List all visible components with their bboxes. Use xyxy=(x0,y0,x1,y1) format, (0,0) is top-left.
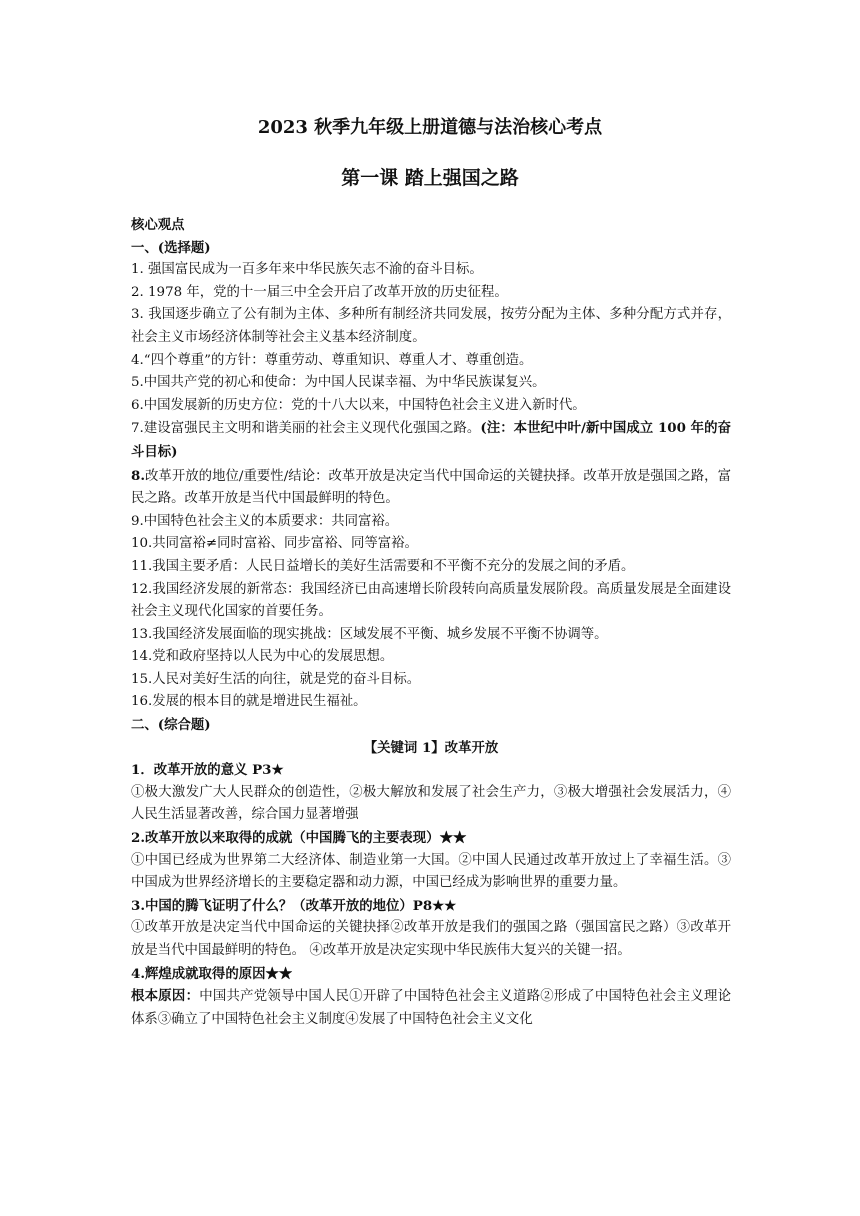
document-body xyxy=(131,214,731,1031)
list-item: 12.我国经济发展的新常态：我国经济已由高速增长阶段转向高质量发展阶段。高质量发展是全面建设社会主义现代化国家的首要任务。 xyxy=(131,581,731,620)
list-item: 15.人民对美好生活的向往，就是党的奋斗目标。 xyxy=(131,671,421,687)
list-item: 6.中国发展新的历史方位：党的十八大以来，中国特色社会主义进入新时代。 xyxy=(131,397,586,413)
list-item: 13.我国经济发展面临的现实挑战：区域发展不平衡、城乡发展不平衡不协调等。 xyxy=(131,626,608,642)
list-item: 16.发展的根本目的就是增进民生福祉。 xyxy=(131,694,367,710)
question-4-label: 根本原因： xyxy=(131,988,200,1005)
list-item-8-number: 8. xyxy=(131,467,145,484)
section-choice-heading: 一、(选择题) xyxy=(131,239,211,256)
question-1-body: ①极大激发广大人民群众的创造性，②极大解放和发展了社会生产力，③极大增强社会发展活力，④人民生活显著改善，综合国力显著增强 xyxy=(131,784,731,823)
list-item-8 xyxy=(131,465,731,511)
keyword-heading: 【关键词 1】改革开放 xyxy=(363,739,499,756)
list-item-8-text: 改革开放的地位/重要性/结论：改革开放是决定当代中国命运的关键抉择。改革开放是强国之路，富民之路。改革开放是当代中国最鲜明的特色。 xyxy=(131,468,731,507)
list-item: 4.“四个尊重”的方针：尊重劳动、尊重知识、尊重人才、尊重创造。 xyxy=(131,352,533,368)
list-item: 11.我国主要矛盾：人民日益增长的美好生活需要和不平衡不充分的发展之间的矛盾。 xyxy=(131,558,635,574)
core-heading: 核心观点 xyxy=(131,217,185,233)
question-3-body: ①改革开放是决定当代中国命运的关键抉择②改革开放是我们的强国之路（强国富民之路）③改革开放是当代中国最鲜明的特色。 ④改革开放是决定实现中华民族伟大复兴的关键一招。 xyxy=(131,920,731,958)
lesson-title: 第一课 踏上强国之路 xyxy=(341,167,519,189)
list-item-7 xyxy=(131,417,731,464)
section-comprehensive-heading: 二、(综合题) xyxy=(131,717,211,734)
list-item-7-text: 7.建设富强民主文明和谐美丽的社会主义现代化强国之路。 xyxy=(131,421,481,437)
list-item: 3. 我国逐步确立了公有制为主体、多种所有制经济共同发展，按劳分配为主体、多种分配方式并存，社会主义市场经济体制等社会主义基本经济制度。 xyxy=(131,307,731,345)
list-item: 9.中国特色社会主义的本质要求：共同富裕。 xyxy=(131,513,399,529)
list-item: 14.党和政府坚持以人民为中心的发展思想。 xyxy=(131,649,394,665)
question-2-body: ①中国已经成为世界第二大经济体、制造业第一大国。②中国人民通过改革开放过上了幸福生活。③中国成为世界经济增长的主要稳定器和动力源，中国已经成为影响世界的重要力量。 xyxy=(131,852,731,891)
document-title: 2023 秋季九年级上册道德与法治核心考点 xyxy=(257,117,603,138)
question-2-title: 2.改革开放以来取得的成就（中国腾飞的主要表现）★★ xyxy=(131,830,467,847)
question-3-title: 3.中国的腾飞证明了什么？（改革开放的地位）P8★★ xyxy=(131,897,457,914)
question-4-text: 中国共产党领导中国人民①开辟了中国特色社会主义道路②形成了中国特色社会主义理论体系③确立了中国特色社会主义制度④发展了中国特色社会主义文化 xyxy=(131,989,732,1027)
list-item-7-note: (注：本世纪中叶/新中国成立 100 年的奋斗目标) xyxy=(131,420,731,460)
question-1-title: 1．改革开放的意义 P3★ xyxy=(131,762,284,779)
list-item: 1. 强国富民成为一百多年来中华民族矢志不渝的奋斗目标。 xyxy=(131,262,483,278)
question-4-body xyxy=(131,985,731,1031)
list-item: 5.中国共产党的初心和使命：为中国人民谋幸福、为中华民族谋复兴。 xyxy=(131,375,546,391)
list-item: 2. 1978 年，党的十一届三中全会开启了改革开放的历史征程。 xyxy=(131,284,508,300)
question-4-title: 4.辉煌成就取得的原因★★ xyxy=(131,965,293,982)
list-item: 10.共同富裕≠同时富裕、同步富裕、同等富裕。 xyxy=(131,536,418,552)
